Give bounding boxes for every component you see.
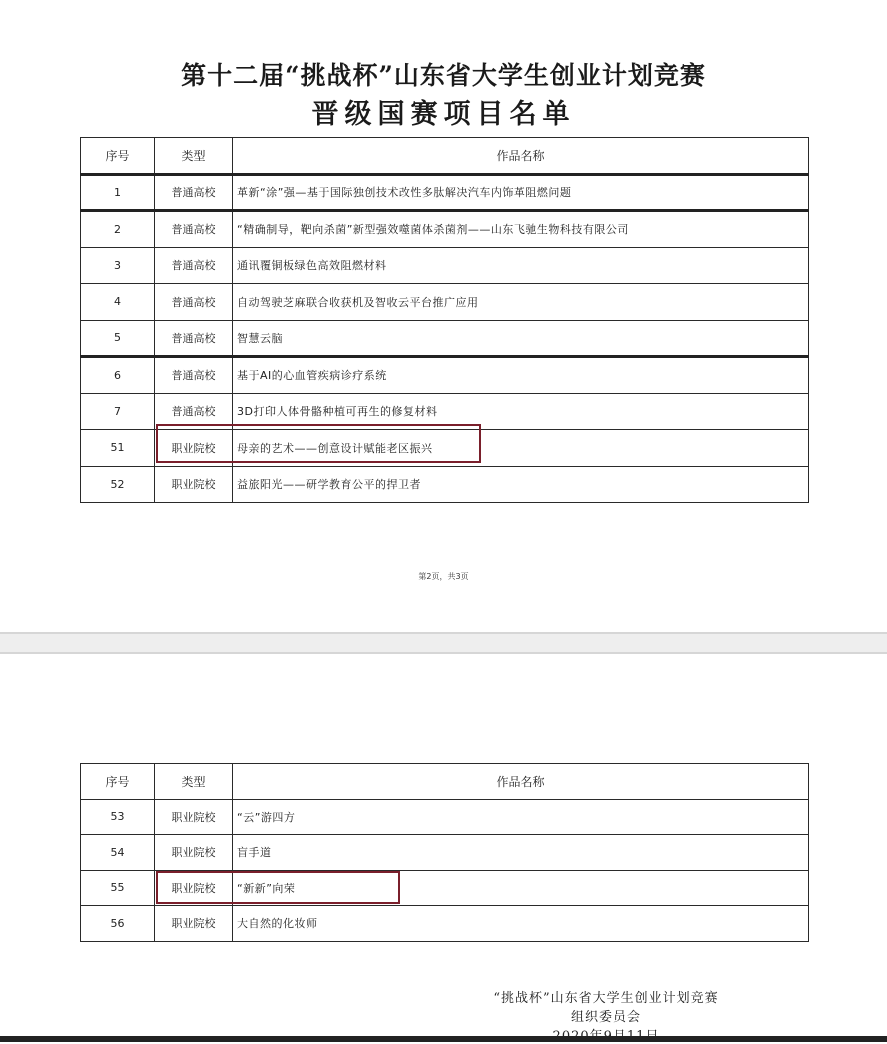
document-subtitle: 晋级国赛项目名单	[311, 99, 576, 130]
table-row	[81, 211, 809, 248]
organizer-committee: 组织委员会	[570, 1010, 641, 1025]
row-type: 职业院校	[155, 430, 233, 467]
row-project-name: “精确制导，靶向杀菌”新型强效噬菌体杀菌剂——山东飞驰生物科技有限公司	[233, 211, 809, 248]
row-type: 普通高校	[155, 174, 233, 211]
row-index: 55	[81, 870, 155, 906]
table-row	[81, 247, 809, 284]
project-table-page2	[80, 763, 809, 942]
row-project-name: 通讯覆铜板绿色高效阻燃材料	[233, 247, 809, 284]
row-index: 3	[81, 247, 155, 284]
header-index: 序号	[81, 138, 155, 175]
row-index: 53	[81, 799, 155, 835]
row-type: 普通高校	[155, 357, 233, 394]
row-project-name: 智慧云脑	[233, 320, 809, 357]
row-project-name: “云”游四方	[233, 799, 809, 835]
header-index: 序号	[81, 764, 155, 800]
organizer-name: “挑战杯”山东省大学生创业计划竞赛	[493, 991, 719, 1006]
table-row	[81, 284, 809, 321]
table-row	[81, 466, 809, 503]
row-index: 56	[81, 906, 155, 942]
table-row	[81, 799, 809, 835]
page-number: 第2页，共3页	[418, 572, 469, 581]
bottom-bar	[0, 1036, 887, 1042]
row-project-name: 革新“涂”强—基于国际独创技术改性多肽解决汽车内饰革阻燃问题	[233, 174, 809, 211]
page-separator	[0, 632, 887, 654]
row-type: 普通高校	[155, 320, 233, 357]
row-type: 普通高校	[155, 211, 233, 248]
highlight-box	[156, 424, 481, 463]
row-project-name: 3D打印人体骨骼种植可再生的修复材料	[233, 393, 809, 430]
table-row	[81, 906, 809, 942]
row-type: 职业院校	[155, 870, 233, 906]
row-index: 52	[81, 466, 155, 503]
document-title: 第十二届“挑战杯”山东省大学生创业计划竞赛	[181, 61, 706, 90]
header-name: 作品名称	[233, 764, 809, 800]
row-index: 1	[81, 174, 155, 211]
row-index: 6	[81, 357, 155, 394]
header-name: 作品名称	[233, 138, 809, 175]
row-type: 普通高校	[155, 284, 233, 321]
table-row	[81, 174, 809, 211]
row-index: 51	[81, 430, 155, 467]
row-type: 普通高校	[155, 393, 233, 430]
header-type: 类型	[155, 138, 233, 175]
row-index: 7	[81, 393, 155, 430]
row-project-name: 自动驾驶芝麻联合收获机及智收云平台推广应用	[233, 284, 809, 321]
row-project-name: 益旅阳光——研学教育公平的捍卫者	[233, 466, 809, 503]
row-project-name: 基于AI的心血管疾病诊疗系统	[233, 357, 809, 394]
row-type: 职业院校	[155, 906, 233, 942]
row-project-name: 母亲的艺术——创意设计赋能老区振兴	[233, 430, 809, 467]
table-header-row	[81, 764, 809, 800]
header-type: 类型	[155, 764, 233, 800]
table-row	[81, 320, 809, 357]
row-index: 2	[81, 211, 155, 248]
row-project-name: 盲手道	[233, 835, 809, 871]
row-project-name: 大自然的化妆师	[233, 906, 809, 942]
row-type: 职业院校	[155, 835, 233, 871]
table-row	[81, 835, 809, 871]
row-index: 54	[81, 835, 155, 871]
row-index: 5	[81, 320, 155, 357]
highlight-box	[156, 871, 400, 904]
row-type: 普通高校	[155, 247, 233, 284]
page-separator-edge	[0, 632, 887, 634]
row-type: 职业院校	[155, 466, 233, 503]
page-separator-edge	[0, 652, 887, 654]
table-header-row	[81, 138, 809, 175]
row-project-name: “新新”向荣	[233, 870, 809, 906]
row-index: 4	[81, 284, 155, 321]
row-type: 职业院校	[155, 799, 233, 835]
table-row	[81, 357, 809, 394]
